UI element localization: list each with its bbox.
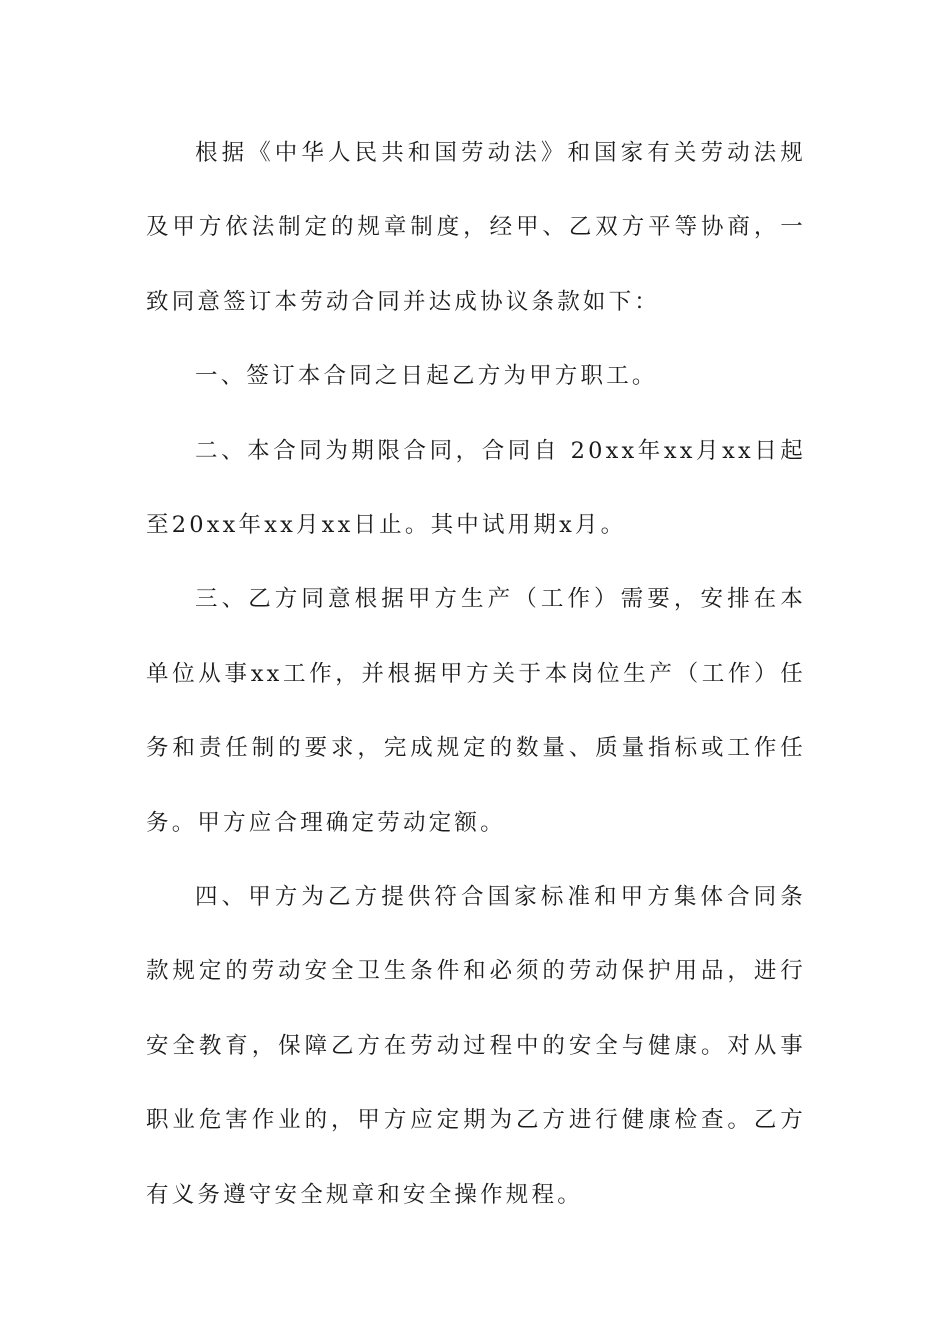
document-body bbox=[146, 116, 806, 1232]
paragraph-preamble: 根据《中华人民共和国劳动法》和国家有关劳动法规及甲方依法制定的规章制度，经甲、乙双方平等协商，一致同意签订本劳动合同并达成协议条款如下： bbox=[146, 140, 806, 315]
paragraph-clause-3: 三、乙方同意根据甲方生产（工作）需要，安排在本单位从事xx工作，并根据甲方关于本岗位生产（工作）任务和责任制的要求，完成规定的数量、质量指标或工作任务。甲方应合理确定劳动定额。 bbox=[146, 586, 806, 836]
paragraph-clause-4: 四、甲方为乙方提供符合国家标准和甲方集体合同条款规定的劳动安全卫生条件和必须的劳动保护用品，进行安全教育，保障乙方在劳动过程中的安全与健康。对从事职业危害作业的，甲方应定期为乙方进行健康检查。乙方有义务遵守安全规章和安全操作规程。 bbox=[146, 884, 806, 1208]
paragraph-clause-1: 一、签订本合同之日起乙方为甲方职工。 bbox=[195, 363, 658, 390]
paragraph-clause-2: 二、本合同为期限合同，合同自 20xx年xx月xx日起至20xx年xx月xx日止。其中试用期x月。 bbox=[146, 437, 806, 539]
